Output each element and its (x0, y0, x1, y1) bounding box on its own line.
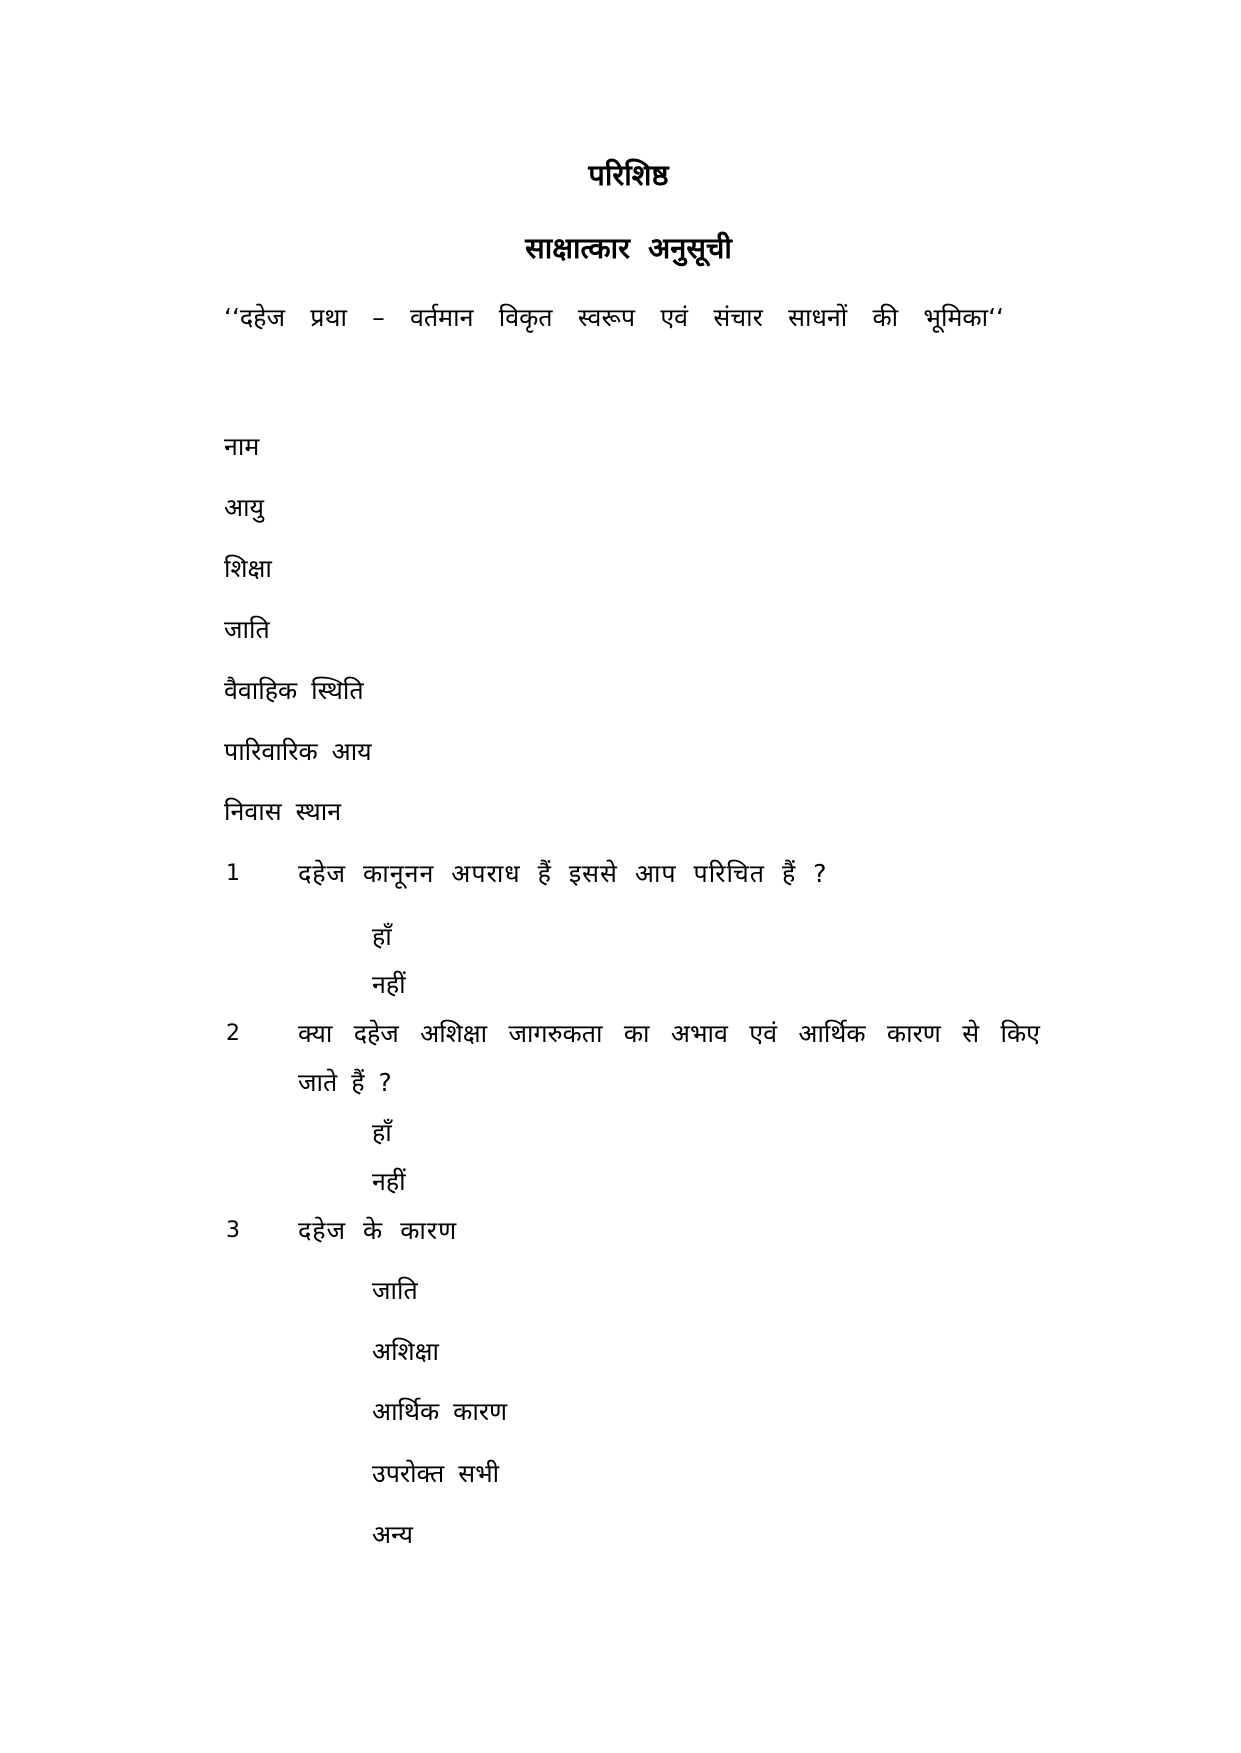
question-2-option-no: नहीं (372, 1167, 406, 1196)
question-3-option-illiteracy: अशिक्षा (372, 1337, 439, 1366)
question-3-option-all: उपरोक्त सभी (372, 1459, 500, 1488)
field-caste: जाति (224, 615, 270, 644)
page-title: परिशिष्ठ (588, 158, 669, 192)
field-residence: निवास स्थान (224, 797, 342, 826)
question-3-option-economic: आर्थिक कारण (372, 1397, 508, 1426)
question-2-text-line2: जाते हैं ? (298, 1068, 392, 1097)
question-1-option-yes: हाँ (372, 922, 392, 951)
study-topic: ‘‘दहेज प्रथा – वर्तमान विकृत स्वरूप एवं संचार साधनों की भूमिका‘‘ (224, 303, 1004, 332)
field-name: नाम (224, 432, 260, 461)
question-2-number: 2 (226, 1021, 240, 1046)
question-3-option-other: अन्य (372, 1520, 413, 1549)
field-family-income: पारिवारिक आय (224, 737, 372, 766)
field-age: आयु (224, 493, 265, 522)
question-3-text: दहेज के कारण (298, 1216, 458, 1245)
question-1-text: दहेज कानूनन अपराध हैं इससे आप परिचित हैं ? (298, 859, 828, 888)
question-3-option-caste: जाति (372, 1276, 418, 1305)
question-1-option-no: नहीं (372, 970, 406, 999)
question-1-number: 1 (226, 861, 240, 886)
page-subtitle: साक्षात्कार अनुसूची (525, 231, 732, 265)
field-education: शिक्षा (224, 554, 272, 583)
question-2-option-yes: हाँ (372, 1118, 392, 1147)
question-2-text-line1: क्या दहेज अशिक्षा जागरुकता का अभाव एवं आर्थिक कारण से किए (298, 1019, 1040, 1048)
field-marital-status: वैवाहिक स्थिति (224, 676, 364, 705)
question-3-number: 3 (226, 1218, 240, 1243)
